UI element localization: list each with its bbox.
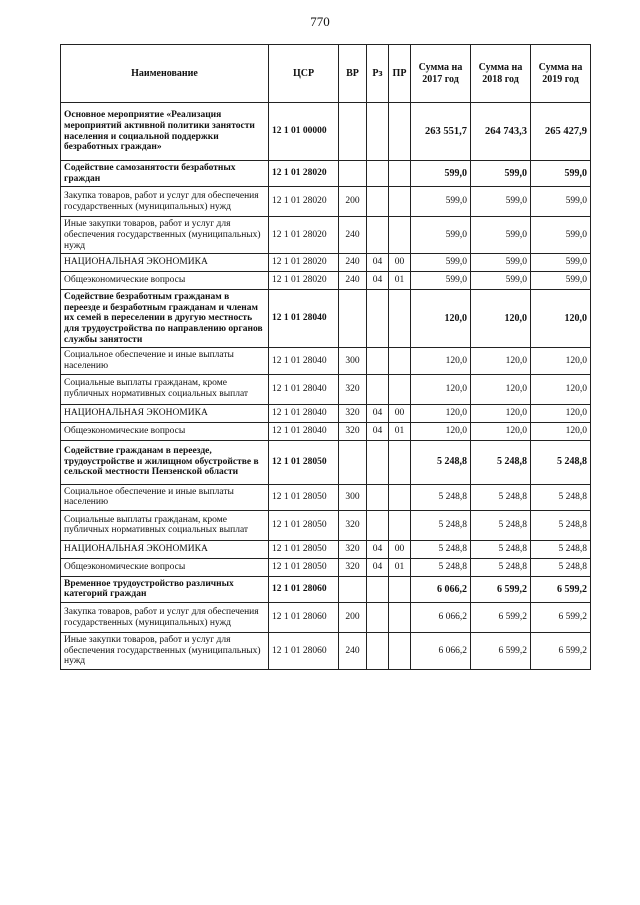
cell-sum-2019: 5 248,8 — [531, 540, 591, 558]
cell-name: Иные закупки товаров, работ и услуг для обеспечения государственных (муниципальных) нужд — [61, 633, 269, 670]
cell-sum-2018: 120,0 — [471, 422, 531, 440]
cell-sum-2018: 120,0 — [471, 404, 531, 422]
table-row — [61, 484, 591, 510]
table-row — [61, 161, 591, 187]
cell-rz: 04 — [367, 404, 389, 422]
cell-rz — [367, 290, 389, 348]
cell-csr: 12 1 01 28040 — [269, 348, 339, 374]
cell-csr: 12 1 01 28060 — [269, 576, 339, 602]
cell-name: НАЦИОНАЛЬНАЯ ЭКОНОМИКА — [61, 404, 269, 422]
cell-pr — [389, 290, 411, 348]
cell-csr: 12 1 01 28050 — [269, 484, 339, 510]
table-row — [61, 576, 591, 602]
cell-name: Общеэкономические вопросы — [61, 272, 269, 290]
cell-pr: 01 — [389, 558, 411, 576]
header-sum-2017: Сумма на 2017 год — [411, 45, 471, 103]
cell-sum-2019: 5 248,8 — [531, 558, 591, 576]
cell-csr: 12 1 01 28020 — [269, 254, 339, 272]
cell-vr — [339, 576, 367, 602]
cell-csr: 12 1 01 28050 — [269, 558, 339, 576]
header-vr: ВР — [339, 45, 367, 103]
page-number: 770 — [310, 14, 330, 29]
cell-sum-2017: 120,0 — [411, 348, 471, 374]
cell-pr — [389, 510, 411, 540]
cell-rz — [367, 603, 389, 633]
cell-sum-2017: 5 248,8 — [411, 484, 471, 510]
cell-vr: 300 — [339, 484, 367, 510]
table-row — [61, 603, 591, 633]
cell-rz — [367, 103, 389, 161]
cell-sum-2017: 6 066,2 — [411, 576, 471, 602]
cell-sum-2018: 6 599,2 — [471, 576, 531, 602]
table-row — [61, 422, 591, 440]
header-sum-2018: Сумма на 2018 год — [471, 45, 531, 103]
cell-rz — [367, 510, 389, 540]
cell-sum-2018: 6 599,2 — [471, 633, 531, 670]
cell-rz: 04 — [367, 254, 389, 272]
cell-name: Временное трудоустройство различных категорий граждан — [61, 576, 269, 602]
cell-sum-2017: 120,0 — [411, 422, 471, 440]
cell-name: Содействие гражданам в переезде, трудоустройстве и жилищном обустройстве в сельской местности Пензенской области — [61, 440, 269, 484]
cell-name: Основное мероприятие «Реализация мероприятий активной политики занятости населения и социальной поддержки безработных граждан» — [61, 103, 269, 161]
cell-csr: 12 1 01 28060 — [269, 603, 339, 633]
cell-rz: 04 — [367, 558, 389, 576]
header-pr: ПР — [389, 45, 411, 103]
cell-vr: 240 — [339, 254, 367, 272]
cell-sum-2019: 599,0 — [531, 187, 591, 217]
cell-name: НАЦИОНАЛЬНАЯ ЭКОНОМИКА — [61, 540, 269, 558]
table-row — [61, 272, 591, 290]
cell-vr — [339, 161, 367, 187]
cell-sum-2018: 599,0 — [471, 217, 531, 254]
cell-pr — [389, 103, 411, 161]
cell-sum-2019: 5 248,8 — [531, 510, 591, 540]
cell-sum-2017: 599,0 — [411, 254, 471, 272]
cell-sum-2019: 599,0 — [531, 254, 591, 272]
cell-pr — [389, 484, 411, 510]
cell-pr: 00 — [389, 540, 411, 558]
cell-rz — [367, 187, 389, 217]
cell-pr — [389, 217, 411, 254]
cell-sum-2017: 6 066,2 — [411, 633, 471, 670]
cell-sum-2018: 264 743,3 — [471, 103, 531, 161]
cell-name: Общеэкономические вопросы — [61, 558, 269, 576]
cell-vr: 300 — [339, 348, 367, 374]
cell-sum-2019: 120,0 — [531, 290, 591, 348]
cell-rz — [367, 484, 389, 510]
table-row — [61, 510, 591, 540]
cell-vr: 240 — [339, 217, 367, 254]
cell-csr: 12 1 01 28060 — [269, 633, 339, 670]
cell-csr: 12 1 01 28040 — [269, 374, 339, 404]
cell-rz — [367, 161, 389, 187]
cell-pr — [389, 374, 411, 404]
cell-pr: 01 — [389, 272, 411, 290]
cell-rz — [367, 217, 389, 254]
cell-rz — [367, 633, 389, 670]
table-row — [61, 217, 591, 254]
cell-sum-2019: 5 248,8 — [531, 440, 591, 484]
table-row — [61, 440, 591, 484]
cell-pr: 00 — [389, 254, 411, 272]
cell-name: Социальные выплаты гражданам, кроме публичных нормативных социальных выплат — [61, 374, 269, 404]
cell-rz: 04 — [367, 422, 389, 440]
table-header — [61, 45, 591, 103]
cell-vr — [339, 290, 367, 348]
cell-name: Социальные выплаты гражданам, кроме публичных нормативных социальных выплат — [61, 510, 269, 540]
cell-rz — [367, 348, 389, 374]
cell-name: Содействие самозанятости безработных граждан — [61, 161, 269, 187]
cell-sum-2017: 120,0 — [411, 404, 471, 422]
header-csr: ЦСР — [269, 45, 339, 103]
cell-vr: 320 — [339, 374, 367, 404]
cell-sum-2018: 5 248,8 — [471, 510, 531, 540]
cell-vr: 320 — [339, 510, 367, 540]
cell-pr — [389, 187, 411, 217]
cell-sum-2018: 6 599,2 — [471, 603, 531, 633]
cell-vr — [339, 440, 367, 484]
cell-csr: 12 1 01 28040 — [269, 290, 339, 348]
cell-sum-2019: 6 599,2 — [531, 603, 591, 633]
cell-pr — [389, 633, 411, 670]
cell-sum-2019: 599,0 — [531, 161, 591, 187]
cell-vr: 240 — [339, 272, 367, 290]
table-row — [61, 374, 591, 404]
cell-sum-2017: 5 248,8 — [411, 558, 471, 576]
cell-sum-2017: 263 551,7 — [411, 103, 471, 161]
cell-csr: 12 1 01 28040 — [269, 422, 339, 440]
cell-sum-2018: 120,0 — [471, 290, 531, 348]
cell-sum-2017: 599,0 — [411, 187, 471, 217]
table-row — [61, 348, 591, 374]
cell-vr: 200 — [339, 603, 367, 633]
cell-sum-2017: 5 248,8 — [411, 510, 471, 540]
cell-sum-2018: 120,0 — [471, 348, 531, 374]
cell-sum-2018: 599,0 — [471, 272, 531, 290]
cell-pr — [389, 440, 411, 484]
cell-csr: 12 1 01 28020 — [269, 272, 339, 290]
cell-csr: 12 1 01 28020 — [269, 217, 339, 254]
cell-sum-2017: 6 066,2 — [411, 603, 471, 633]
cell-pr — [389, 348, 411, 374]
table-row — [61, 254, 591, 272]
cell-sum-2017: 120,0 — [411, 374, 471, 404]
cell-name: Социальное обеспечение и иные выплаты населению — [61, 348, 269, 374]
table-body — [61, 103, 591, 670]
cell-sum-2017: 599,0 — [411, 272, 471, 290]
cell-rz — [367, 576, 389, 602]
cell-csr: 12 1 01 28040 — [269, 404, 339, 422]
cell-sum-2019: 265 427,9 — [531, 103, 591, 161]
cell-sum-2017: 599,0 — [411, 161, 471, 187]
cell-sum-2017: 599,0 — [411, 217, 471, 254]
cell-pr — [389, 161, 411, 187]
table-row — [61, 103, 591, 161]
cell-name: Закупка товаров, работ и услуг для обеспечения государственных (муниципальных) нужд — [61, 603, 269, 633]
cell-sum-2019: 120,0 — [531, 422, 591, 440]
cell-vr: 240 — [339, 633, 367, 670]
cell-sum-2019: 6 599,2 — [531, 576, 591, 602]
cell-sum-2018: 5 248,8 — [471, 558, 531, 576]
cell-sum-2018: 599,0 — [471, 187, 531, 217]
cell-csr: 12 1 01 28050 — [269, 540, 339, 558]
cell-rz — [367, 374, 389, 404]
cell-sum-2019: 6 599,2 — [531, 633, 591, 670]
cell-sum-2018: 5 248,8 — [471, 540, 531, 558]
cell-sum-2017: 5 248,8 — [411, 440, 471, 484]
cell-pr: 00 — [389, 404, 411, 422]
cell-vr: 320 — [339, 404, 367, 422]
cell-name: Закупка товаров, работ и услуг для обеспечения государственных (муниципальных) нужд — [61, 187, 269, 217]
cell-sum-2019: 120,0 — [531, 374, 591, 404]
cell-sum-2019: 599,0 — [531, 272, 591, 290]
cell-name: Содействие безработным гражданам в переезде и безработным гражданам и членам их семей в переселении в другую местность для трудоустройства по направлению органов службы занятости — [61, 290, 269, 348]
cell-name: НАЦИОНАЛЬНАЯ ЭКОНОМИКА — [61, 254, 269, 272]
cell-sum-2018: 599,0 — [471, 161, 531, 187]
table-row — [61, 404, 591, 422]
cell-vr — [339, 103, 367, 161]
cell-csr: 12 1 01 28020 — [269, 187, 339, 217]
cell-sum-2019: 5 248,8 — [531, 484, 591, 510]
cell-sum-2018: 5 248,8 — [471, 440, 531, 484]
header-sum-2019: Сумма на 2019 год — [531, 45, 591, 103]
cell-csr: 12 1 01 28050 — [269, 440, 339, 484]
cell-pr — [389, 576, 411, 602]
cell-rz: 04 — [367, 540, 389, 558]
table-row — [61, 558, 591, 576]
header-name: Наименование — [61, 45, 269, 103]
table-row — [61, 633, 591, 670]
cell-rz: 04 — [367, 272, 389, 290]
cell-sum-2019: 120,0 — [531, 348, 591, 374]
table-row — [61, 187, 591, 217]
cell-vr: 320 — [339, 540, 367, 558]
cell-sum-2017: 120,0 — [411, 290, 471, 348]
header-rz: Рз — [367, 45, 389, 103]
cell-sum-2018: 599,0 — [471, 254, 531, 272]
cell-name: Социальное обеспечение и иные выплаты населению — [61, 484, 269, 510]
cell-pr — [389, 603, 411, 633]
budget-table — [60, 44, 591, 670]
cell-vr: 320 — [339, 422, 367, 440]
cell-rz — [367, 440, 389, 484]
cell-vr: 320 — [339, 558, 367, 576]
cell-csr: 12 1 01 28020 — [269, 161, 339, 187]
cell-pr: 01 — [389, 422, 411, 440]
table-row — [61, 290, 591, 348]
cell-sum-2017: 5 248,8 — [411, 540, 471, 558]
cell-sum-2018: 5 248,8 — [471, 484, 531, 510]
cell-sum-2019: 120,0 — [531, 404, 591, 422]
cell-csr: 12 1 01 00000 — [269, 103, 339, 161]
cell-name: Общеэкономические вопросы — [61, 422, 269, 440]
cell-sum-2018: 120,0 — [471, 374, 531, 404]
cell-vr: 200 — [339, 187, 367, 217]
cell-sum-2019: 599,0 — [531, 217, 591, 254]
table-row — [61, 540, 591, 558]
cell-csr: 12 1 01 28050 — [269, 510, 339, 540]
cell-name: Иные закупки товаров, работ и услуг для обеспечения государственных (муниципальных) нужд — [61, 217, 269, 254]
